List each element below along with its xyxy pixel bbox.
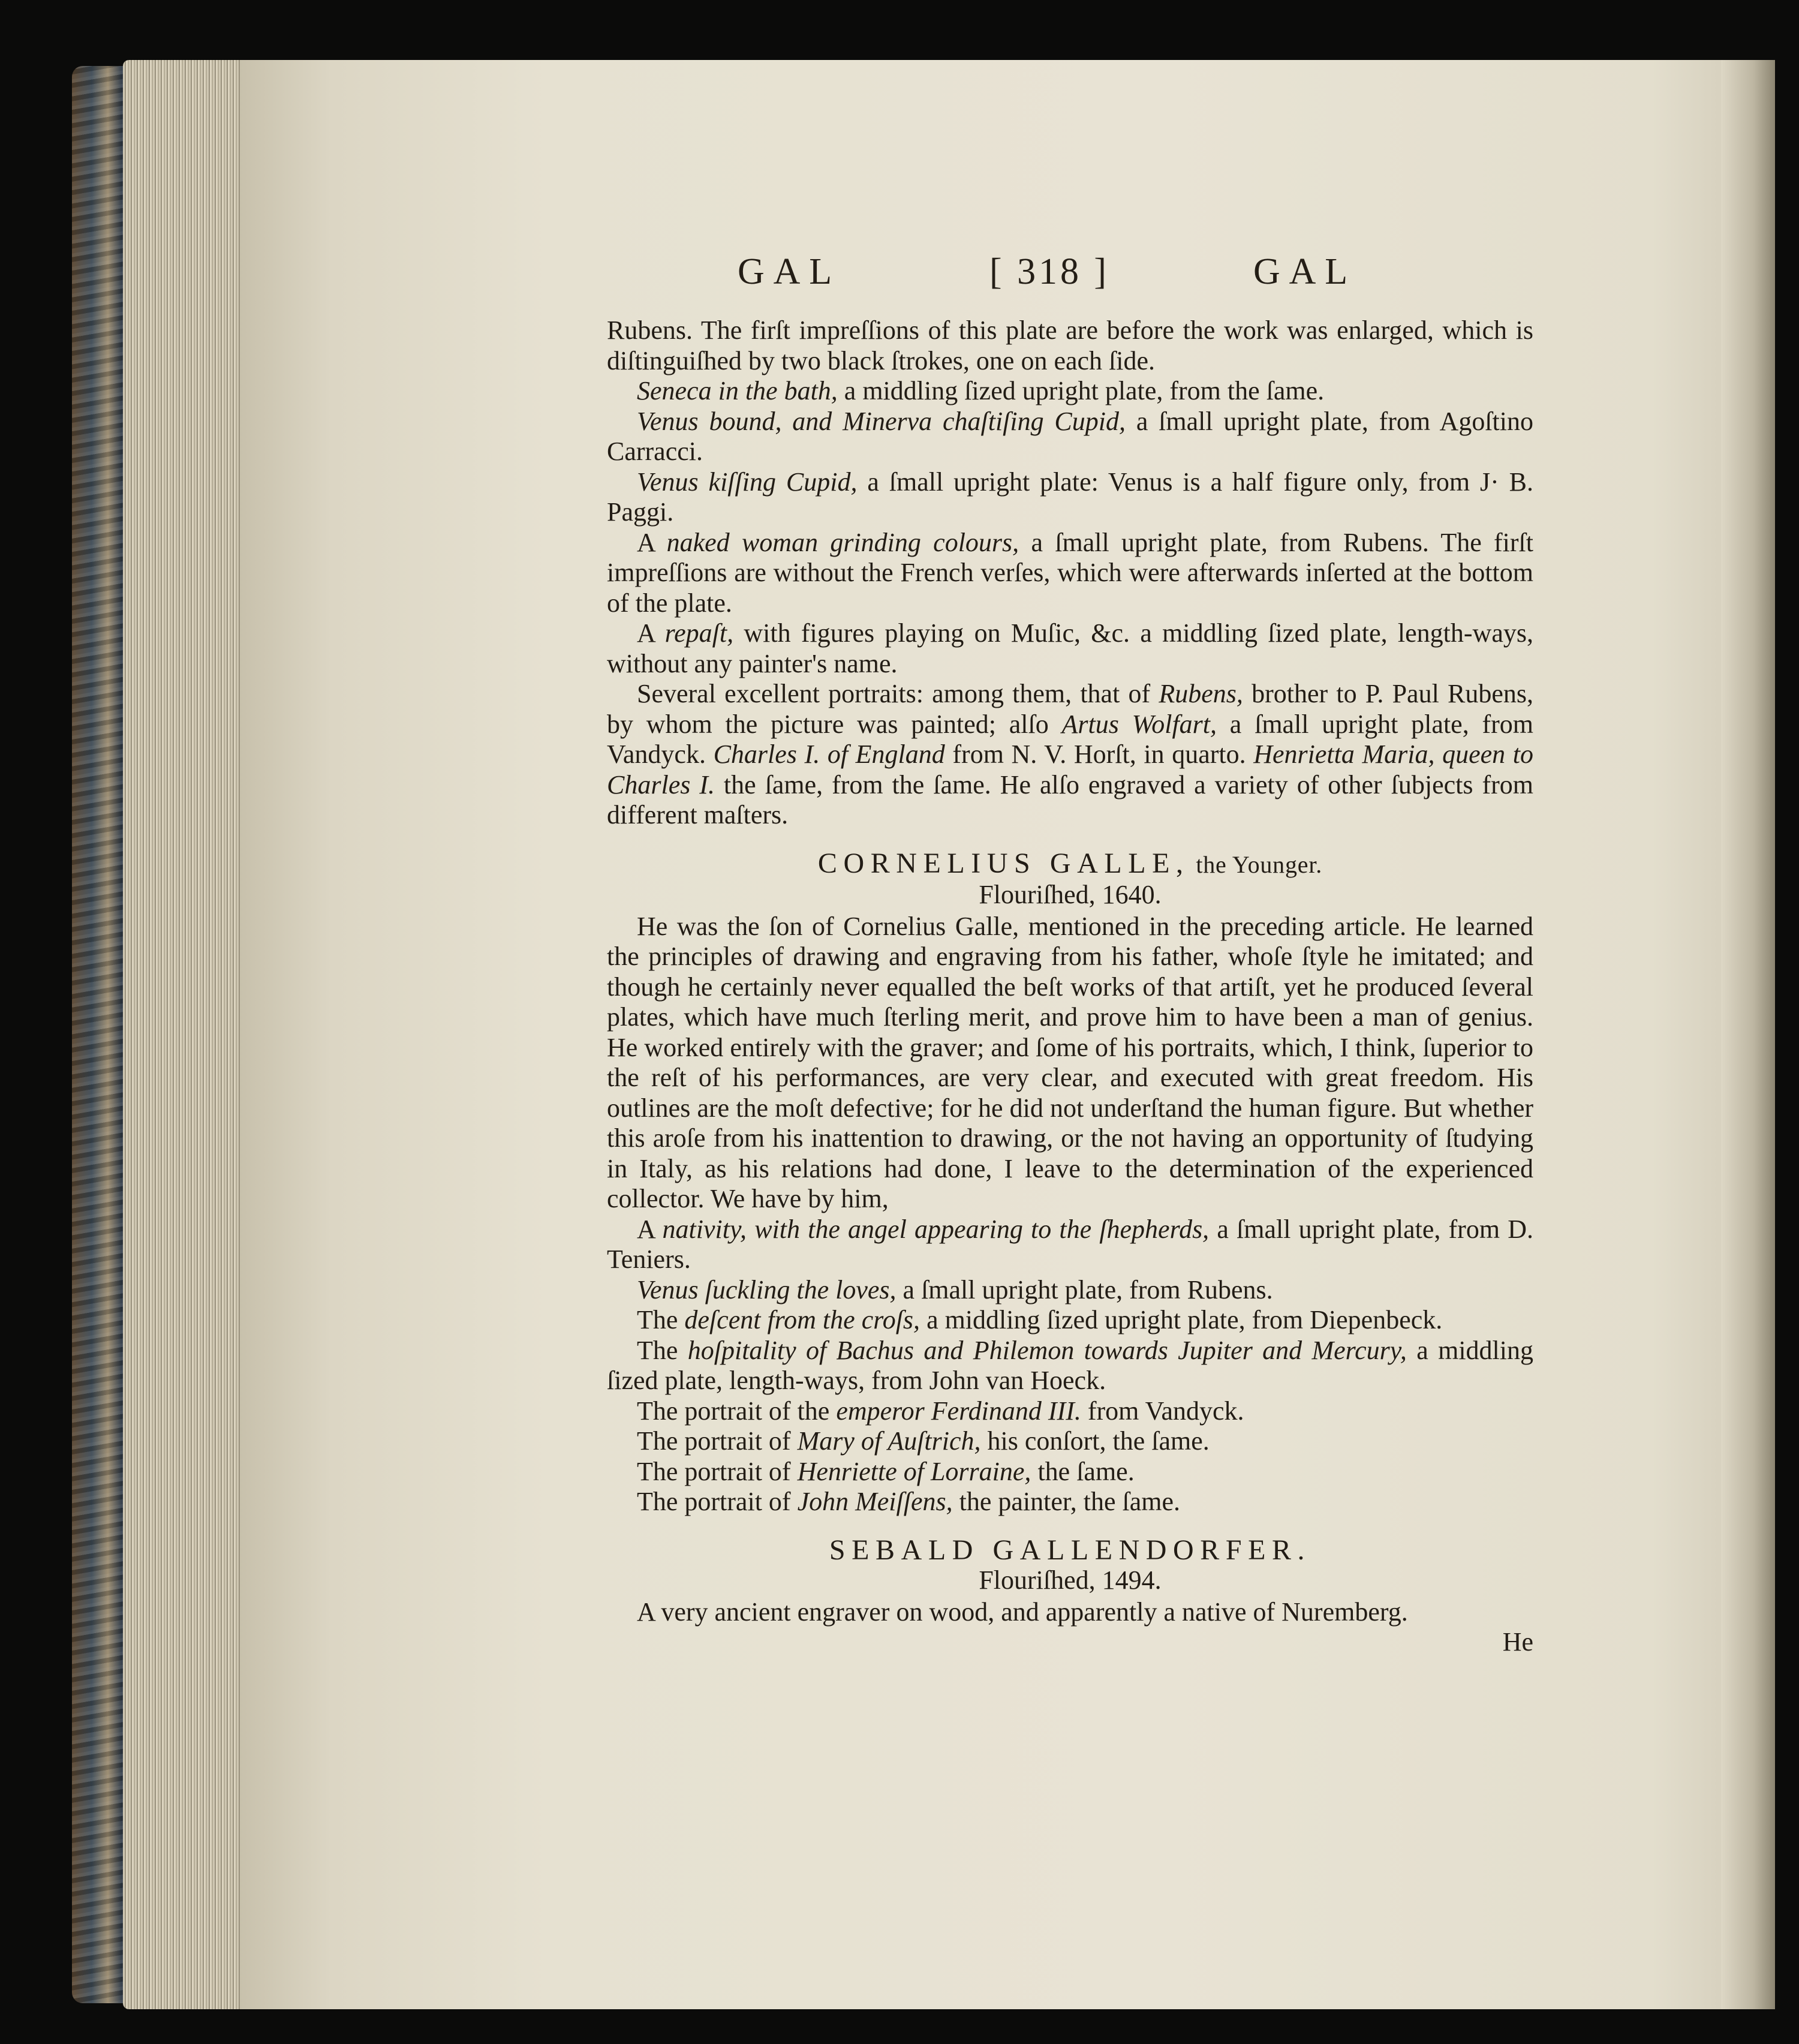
paragraph: [607, 1426, 1533, 1457]
paragraph-text: A: [637, 527, 667, 557]
paragraph: He was the ſon of Cornelius Galle, mentioned in the preceding article. He learned the principles of drawing and engraving from his father, whoſe ſtyle he imitated; and though he certainly never equalled the beſt works of that artiſt, yet he produced ſeveral plates, which have much ſterling merit, and prove him to have been a man of genius. He worked entirely with the graver; and ſome of his portraits, which, I think, ſuperior to the reſt of his performances, are very clear, and executed with great freedom. His outlines are the moſt defective; for he did not underſtand the human figure. But whether this aroſe from his inattention to drawing, or the not having an opportunity of ſtudying in Italy, as his relations had done, I leave to the determination of the experienced collector. We have by him,: [607, 911, 1533, 1213]
header-left: GAL: [738, 251, 841, 292]
paragraph-text: A: [637, 1214, 663, 1244]
paragraph-text: his conſort, the ſame.: [980, 1426, 1210, 1456]
paragraph-text: the painter, the ſame.: [952, 1487, 1181, 1516]
work-title: Artus Wolfart,: [1061, 709, 1217, 739]
paragraph-text: The: [637, 1335, 688, 1365]
work-title: Mary of Auſtrich,: [797, 1426, 981, 1456]
paragraph: [607, 1275, 1533, 1306]
flourished-date: Flouriſhed, 1494.: [979, 1565, 1162, 1595]
header-right: GAL: [1253, 251, 1357, 292]
paragraph: [607, 407, 1533, 467]
paragraph-text: a middling ſized plate, length-ways, from John van Hoeck.: [607, 1335, 1533, 1395]
paragraph: [607, 1487, 1533, 1517]
paragraph-text: The: [637, 1305, 685, 1334]
paragraph: [607, 1396, 1533, 1427]
page-edges: [123, 60, 255, 2009]
paragraph: [607, 618, 1533, 679]
paragraph-text: from Vandyck.: [1081, 1396, 1244, 1426]
paragraph-text: A: [637, 618, 665, 648]
work-title: Henriette of Lorraine,: [797, 1456, 1031, 1486]
page-gutter: [1721, 60, 1775, 2009]
work-title: Venus bound, and Minerva chaſtiſing Cupid,: [637, 406, 1126, 436]
paragraph-text: The portrait of the: [637, 1396, 837, 1426]
paragraph: [607, 679, 1533, 831]
work-title: Henrietta Maria, queen to Charles I.: [607, 740, 1533, 799]
work-title: Venus kiſſing Cupid,: [637, 467, 858, 497]
work-title: deſcent from the croſs,: [684, 1305, 920, 1334]
paragraph: [607, 1457, 1533, 1487]
paragraph-text: a ſmall upright plate, from Vandyck.: [607, 709, 1533, 769]
paragraph: [607, 1305, 1533, 1336]
work-title: naked woman grinding colours,: [666, 527, 1019, 557]
paragraph-text: brother to P. Paul Rubens, by whom the picture was painted; alſo: [607, 679, 1533, 739]
flourished-date: Flouriſhed, 1640.: [979, 880, 1162, 909]
page-number: [ 318 ]: [989, 251, 1110, 292]
paragraph-text: with figures playing on Muſic, &c. a middling ſized plate, length-ways, without any painter's name.: [607, 618, 1533, 678]
paragraph-text: from N. V. Horſt, in quarto.: [944, 740, 1254, 769]
work-title: hoſpitality of Bachus and Philemon towards Jupiter and Mercury,: [687, 1335, 1407, 1365]
paragraph-text: the ſame, from the ſame. He alſo engraved a variety of other ſubjects from different maſters.: [607, 769, 1533, 829]
paragraph: [607, 467, 1533, 528]
section-heading: [607, 849, 1533, 880]
paragraph-text: a middling ſized upright plate, from Diepenbeck.: [920, 1305, 1443, 1334]
paragraph-text: The portrait of: [637, 1487, 798, 1516]
text-block: [607, 315, 1533, 1658]
paragraph-text: a ſmall upright plate, from Rubens.: [896, 1275, 1273, 1304]
work-title: repaſt,: [664, 618, 734, 648]
catchword: He: [1502, 1627, 1533, 1657]
paragraph-text: the ſame.: [1031, 1456, 1135, 1486]
paragraph: [607, 376, 1533, 407]
paragraph: A very ancient engraver on wood, and apparently a native of Nuremberg.: [637, 1597, 1408, 1627]
paragraph-text: a ſmall upright plate, from Rubens. The firſt impreſſions are without the French verſes, which were afterwards inſerted at the bottom of the plate.: [607, 527, 1533, 618]
work-title: nativity, with the angel appearing to the ſhepherds,: [662, 1214, 1210, 1244]
paragraph: [607, 528, 1533, 619]
paragraph-text: The portrait of: [637, 1426, 798, 1456]
paragraph-text: a ſmall upright plate: Venus is a half figure only, from J· B. Paggi.: [607, 467, 1533, 527]
heading-name: CORNELIUS GALLE,: [817, 847, 1190, 879]
running-header: [726, 251, 1415, 293]
paragraph: [607, 1215, 1533, 1275]
work-title: John Meiſſens,: [797, 1487, 953, 1516]
paragraph-text: a ſmall upright plate, from Agoſtino Carracci.: [607, 406, 1533, 466]
paragraph-text: a middling ſized upright plate, from the ſame.: [837, 376, 1325, 405]
paragraph-text: The portrait of: [637, 1456, 798, 1486]
work-title: Seneca in the bath,: [637, 376, 838, 405]
work-title: Rubens,: [1159, 679, 1243, 708]
section-heading: SEBALD GALLENDORFER.: [829, 1534, 1311, 1566]
heading-suffix: the Younger.: [1189, 850, 1323, 878]
work-title: Venus ſuckling the loves,: [637, 1275, 897, 1304]
paragraph-text: a ſmall upright plate, from D. Teniers.: [607, 1214, 1533, 1274]
work-title: emperor Ferdinand III.: [836, 1396, 1081, 1426]
paragraph: Rubens. The firſt impreſſions of this plate are before the work was enlarged, which is diſtinguiſhed by two black ſtrokes, one on each ſide.: [607, 315, 1533, 375]
paragraph: [607, 1336, 1533, 1396]
paragraph-text: Several excellent portraits: among them, that of: [637, 679, 1159, 708]
work-title: Charles I. of England: [713, 740, 945, 769]
